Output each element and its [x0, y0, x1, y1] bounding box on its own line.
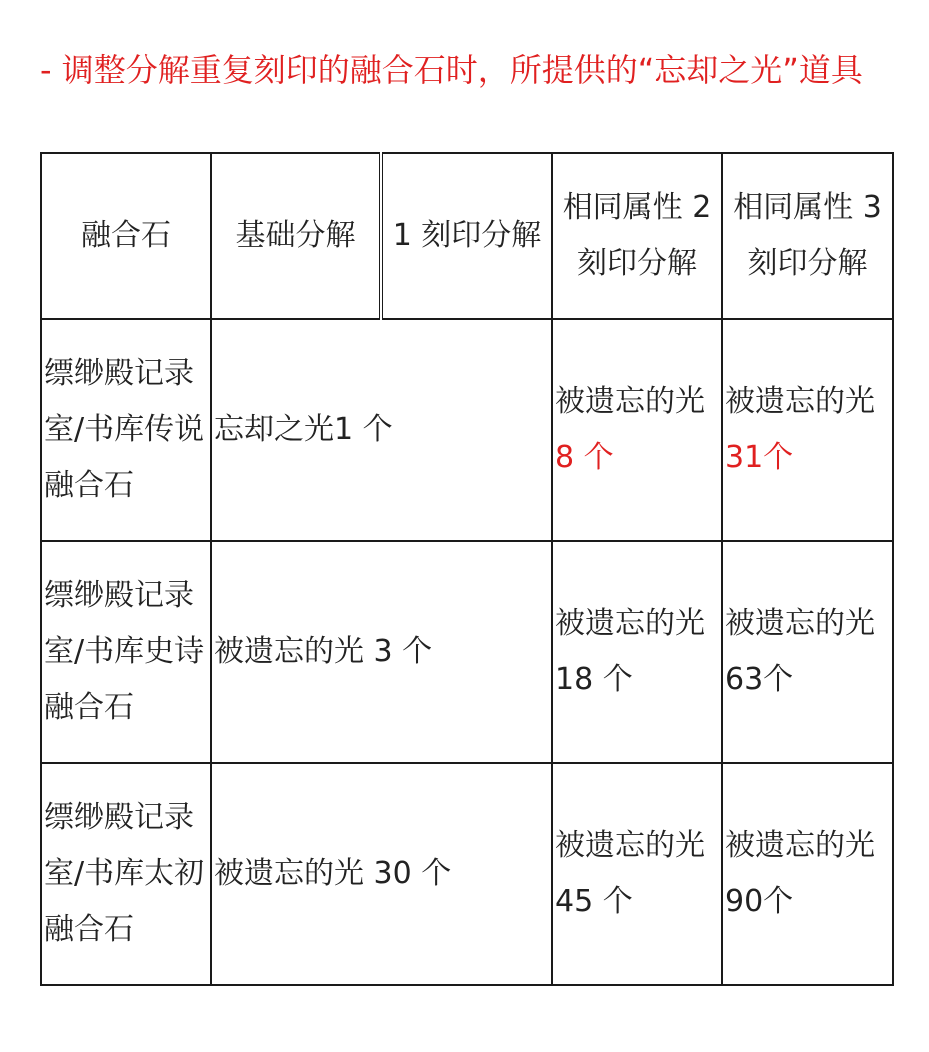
header-two-mark: 相同属性 2 刻印分解 — [552, 153, 722, 319]
header-one-mark: 1 刻印分解 — [381, 153, 552, 319]
table-row — [41, 541, 893, 763]
three-mark-cell: 被遗忘的光 90个 — [722, 763, 893, 985]
table-row — [41, 763, 893, 985]
stone-name-cell: 缥缈殿记录室/书库太初融合石 — [41, 763, 211, 985]
stone-name-cell: 缥缈殿记录室/书库传说融合石 — [41, 319, 211, 541]
table-header-row — [41, 153, 893, 319]
three-mark-cell — [722, 319, 893, 541]
three-mark-highlight-value: 31个 — [725, 440, 794, 475]
header-stone: 融合石 — [41, 153, 211, 319]
two-mark-cell: 被遗忘的光 18 个 — [552, 541, 722, 763]
notice-heading: - 调整分解重复刻印的融合石时，所提供的“忘却之光”道具 — [40, 51, 863, 89]
two-mark-prefix: 被遗忘的光 — [555, 384, 705, 419]
two-mark-cell: 被遗忘的光 45 个 — [552, 763, 722, 985]
decomposition-table — [40, 152, 894, 986]
header-three-mark: 相同属性 3 刻印分解 — [722, 153, 893, 319]
basic-decomposition-cell: 被遗忘的光 3 个 — [211, 541, 552, 763]
basic-decomposition-cell: 忘却之光1 个 — [211, 319, 552, 541]
basic-decomposition-cell: 被遗忘的光 30 个 — [211, 763, 552, 985]
three-mark-cell: 被遗忘的光 63个 — [722, 541, 893, 763]
two-mark-highlight-value: 8 个 — [555, 440, 614, 475]
table-row — [41, 319, 893, 541]
two-mark-cell — [552, 319, 722, 541]
stone-name-cell: 缥缈殿记录室/书库史诗融合石 — [41, 541, 211, 763]
header-basic: 基础分解 — [211, 153, 381, 319]
three-mark-prefix: 被遗忘的光 — [725, 384, 875, 419]
